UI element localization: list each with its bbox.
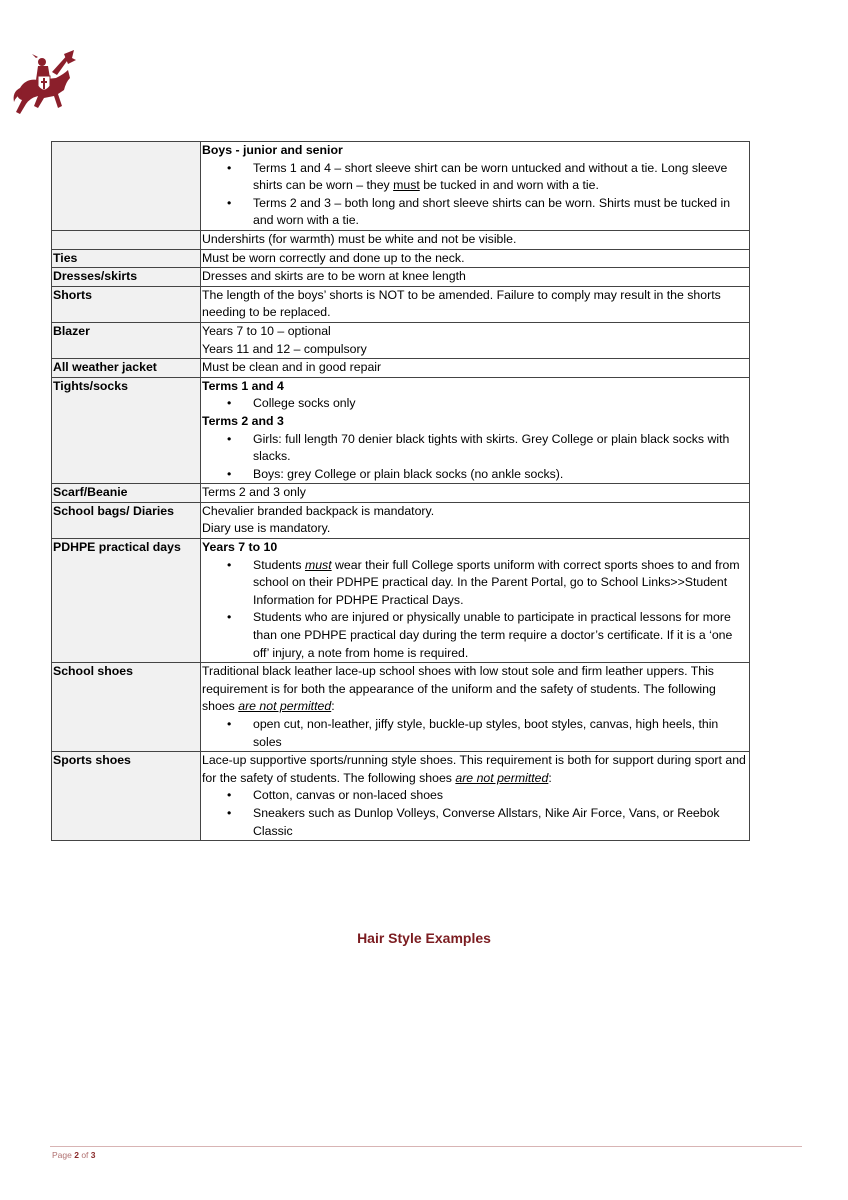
content-line: Must be clean and in good repair [202,360,382,375]
list-item [253,716,748,751]
table-row [52,249,750,268]
row-label: PDHPE practical days [52,539,201,663]
college-logo [12,48,76,120]
list-item [253,431,748,466]
content-paragraph [202,752,748,787]
list-item [253,395,748,413]
content-line: Years 7 to 10 – optional [202,323,331,338]
text-run: must [304,557,332,572]
table-row [52,322,750,358]
content-line: Chevalier branded backpack is mandatory. [202,503,435,518]
row-content [201,502,750,538]
text-run: Students [253,557,305,572]
row-content [201,142,750,231]
table-row [52,752,750,841]
page-number [52,1150,96,1160]
row-content [201,322,750,358]
uniform-requirements-table [51,141,750,841]
section-title-hair-style-examples: Hair Style Examples [357,930,491,946]
footer-divider [50,1146,802,1147]
text-run: College socks only [253,396,356,411]
row-content [201,286,750,322]
content-line: Diary use is mandatory. [202,521,331,536]
text-run: be tucked in and worn with a tie. [419,178,599,193]
text-run: wear their full College sports uniform with correct sports shoes to and from school on their PDHPE practical day. In the Parent Portal, go to School Links>>Student Information for PDHPE Practical Days. [253,557,740,607]
content-line: The length of the boys’ shorts is NOT to be amended. Failure to comply may result in the shorts needing to be replaced. [202,287,721,320]
text-run: must [393,178,420,193]
text-run: Traditional black leather lace-up school shoes with low stout sole and firm leather uppers. This requirement is for both the appearance of the uniform and the safety of students. The following shoes [202,664,716,714]
list-item [253,160,748,195]
row-content [201,539,750,663]
row-label: Tights/socks [52,377,201,484]
list-item [253,787,748,805]
row-label: All weather jacket [52,359,201,378]
row-content [201,377,750,484]
text-run: Boys: grey College or plain black socks (no ankle socks). [253,466,564,481]
row-label: Shorts [52,286,201,322]
text-run: : [548,770,552,785]
row-label: Dresses/skirts [52,268,201,287]
list-item [253,466,748,484]
text-run: Terms 2 and 3 – both long and short sleeve shirts can be worn. Shirts must be tucked in and worn with a tie. [253,195,731,228]
row-content [201,752,750,841]
row-label: Ties [52,249,201,268]
bullet-list [202,557,748,663]
list-item [253,557,748,610]
text-run: Sneakers such as Dunlop Volleys, Converse Allstars, Nike Air Force, Vans, or Reebok Classic [253,805,720,838]
content-paragraph [202,663,748,716]
list-item [253,805,748,840]
text-run: : [331,699,335,714]
page-prefix: Page [52,1150,75,1160]
row-label: Scarf/Beanie [52,484,201,503]
row-label: Blazer [52,322,201,358]
row-content [201,663,750,752]
table-row [52,142,750,231]
table-row [52,539,750,663]
table-row [52,286,750,322]
page-current: 2 [74,1150,79,1160]
text-run: Students who are injured or physically unable to participate in practical lessons for more than one PDHPE practical day during the term require a doctor’s certificate. If it is a ‘one off’ injury, a note from home is required. [253,610,733,660]
text-run: Terms 1 and 4 – short sleeve shirt can be worn untucked and without a tie. Long sleeve shirts can be worn – they [253,160,728,193]
table-row [52,663,750,752]
bullet-list [202,160,748,230]
row-content [201,484,750,503]
text-run: open cut, non-leather, jiffy style, buckle-up styles, boot styles, canvas, high heels, thin soles [253,717,719,749]
row-label: School shoes [52,663,201,752]
bullet-list [202,716,748,751]
table-row [52,230,750,249]
text-run: Girls: full length 70 denier black tights with skirts. Grey College or plain black socks with slacks. [253,431,730,464]
table-row [52,502,750,538]
row-label [52,230,201,249]
row-content [201,268,750,287]
text-run: Lace-up supportive sports/running style shoes. This requirement is both for support during sport and for the safety of students. The following shoes [202,753,746,785]
table-row [52,484,750,503]
content-line: Dresses and skirts are to be worn at knee length [202,269,466,284]
bullet-list [202,431,748,484]
text-run: are not permitted [455,770,549,785]
table-row [52,359,750,378]
content-line: Years 11 and 12 – compulsory [202,341,367,356]
row-content [201,359,750,378]
list-item [253,195,748,230]
sub-heading: Years 7 to 10 [202,540,278,555]
row-label: Sports shoes [52,752,201,841]
text-run: are not permitted [238,699,332,714]
page-total: 3 [90,1150,96,1160]
bullet-list [202,787,748,840]
content-line: Terms 2 and 3 only [202,485,306,500]
content-line: Undershirts (for warmth) must be white and not be visible. [202,231,517,246]
table-row [52,377,750,484]
knight-on-horse-logo-icon [12,48,76,120]
row-label [52,142,201,231]
text-run: Cotton, canvas or non-laced shoes [253,788,444,803]
row-content [201,249,750,268]
bullet-list [202,395,748,413]
row-label: School bags/ Diaries [52,502,201,538]
content-line: Must be worn correctly and done up to the neck. [202,250,465,265]
table-row [52,268,750,287]
sub-heading: Boys - junior and senior [202,143,343,157]
list-item [253,609,748,662]
page-mid: of [78,1150,91,1160]
sub-heading: Terms 2 and 3 [202,413,284,428]
sub-heading: Terms 1 and 4 [202,378,284,393]
row-content [201,230,750,249]
